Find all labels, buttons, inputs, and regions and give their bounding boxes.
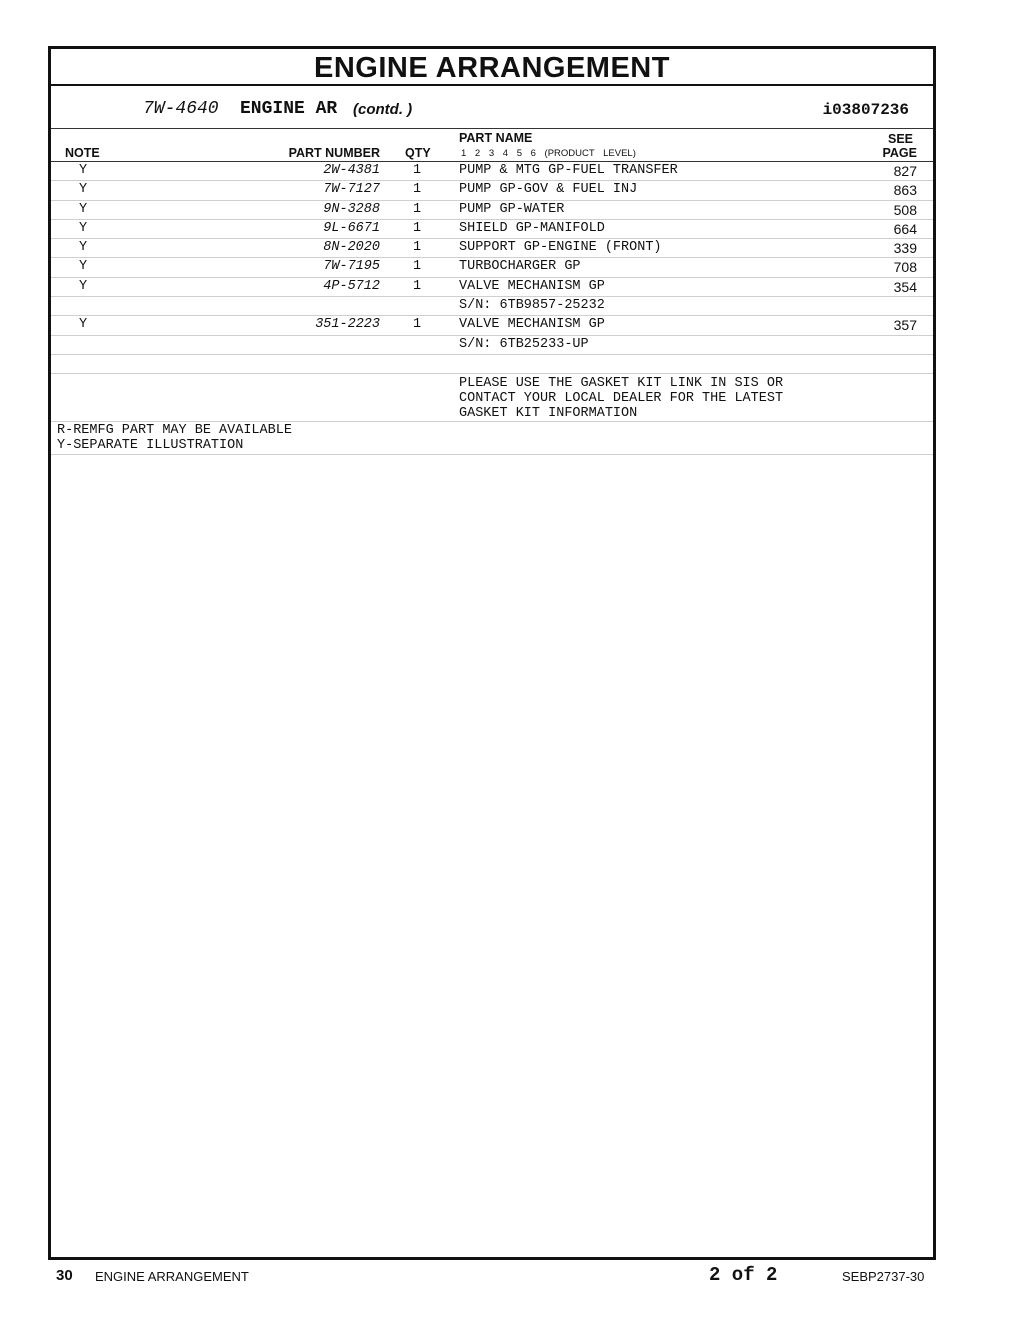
row-see-page: 708 (893, 259, 917, 276)
row-note: Y (79, 182, 88, 198)
group-part-code: 7W-4640 (143, 99, 219, 119)
page-footer (0, 1264, 1020, 1288)
notice-line: CONTACT YOUR LOCAL DEALER FOR THE LATEST (459, 391, 784, 407)
row-part-number: 8N-2020 (323, 240, 380, 256)
notes-legend (51, 422, 933, 455)
col-product-levels: 1 2 3 4 5 6 (PRODUCT LEVEL) (461, 148, 636, 159)
table-row (51, 278, 933, 297)
continued-label: (contd. ) (353, 101, 413, 118)
row-qty: 1 (413, 182, 422, 198)
row-part-number: 2W-4381 (323, 163, 380, 178)
row-part-number: 4P-5712 (323, 278, 380, 294)
col-note: NOTE (65, 146, 100, 160)
row-part-name: VALVE MECHANISM GP (459, 317, 605, 333)
table-row (51, 316, 933, 335)
legend-line: Y-SEPARATE ILLUSTRATION (57, 438, 244, 454)
row-see-page: 508 (893, 201, 917, 218)
table-row (51, 336, 933, 355)
row-note: Y (79, 240, 88, 256)
illustration-id: i03807236 (822, 101, 909, 119)
row-note: Y (79, 317, 88, 333)
row-qty: 1 (413, 240, 422, 256)
col-page: PAGE (882, 146, 917, 160)
notice-line: PLEASE USE THE GASKET KIT LINK IN SIS OR (459, 376, 784, 392)
footer-doc-number: SEBP2737-30 (842, 1269, 925, 1284)
row-part-number: 9L-6671 (323, 220, 380, 236)
row-part-name: PUMP & MTG GP-FUEL TRANSFER (459, 163, 678, 178)
row-note: Y (79, 259, 88, 275)
col-qty: QTY (405, 146, 431, 160)
footer-page-of: 2 of 2 (709, 1264, 778, 1286)
row-part-number: 7W-7195 (323, 259, 380, 275)
row-qty: 1 (413, 278, 422, 294)
table-row (51, 220, 933, 239)
table-row (51, 297, 933, 316)
row-serial-range: S/N: 6TB9857-25232 (459, 298, 605, 314)
row-note: Y (79, 163, 88, 178)
row-note: Y (79, 278, 88, 294)
footer-page-number: 30 (56, 1267, 73, 1284)
col-part-name: PART NAME (459, 131, 533, 145)
row-part-name: SUPPORT GP-ENGINE (FRONT) (459, 240, 662, 256)
table-row (51, 201, 933, 220)
row-part-name: VALVE MECHANISM GP (459, 278, 605, 294)
column-headers (51, 129, 933, 162)
notice-line: GASKET KIT INFORMATION (459, 406, 638, 422)
row-note: Y (79, 201, 88, 217)
row-see-page: 354 (893, 278, 917, 295)
group-name: ENGINE AR (240, 99, 338, 119)
table-row (51, 239, 933, 258)
row-qty: 1 (413, 201, 422, 217)
table-row (51, 355, 933, 374)
legend-line: R-REMFG PART MAY BE AVAILABLE (57, 423, 292, 439)
row-serial-range: S/N: 6TB25233-UP (459, 336, 589, 352)
row-part-name: PUMP GP-GOV & FUEL INJ (459, 182, 638, 198)
row-part-name: SHIELD GP-MANIFOLD (459, 220, 605, 236)
row-see-page: 827 (893, 163, 917, 179)
table-row (51, 181, 933, 200)
table-row (51, 258, 933, 277)
table-row (51, 162, 933, 181)
row-qty: 1 (413, 220, 422, 236)
col-part-number: PART NUMBER (288, 146, 380, 160)
group-header (51, 86, 933, 129)
row-part-number: 351-2223 (315, 317, 380, 333)
row-see-page: 339 (893, 240, 917, 257)
row-part-name: TURBOCHARGER GP (459, 259, 581, 275)
row-qty: 1 (413, 317, 422, 333)
row-note: Y (79, 220, 88, 236)
gasket-kit-notice (51, 374, 933, 422)
row-part-name: PUMP GP-WATER (459, 201, 565, 217)
row-qty: 1 (413, 163, 422, 178)
row-qty: 1 (413, 259, 422, 275)
page-title: ENGINE ARRANGEMENT (51, 49, 933, 86)
row-see-page: 357 (893, 317, 917, 334)
parts-table (51, 162, 933, 455)
row-see-page: 664 (893, 220, 917, 237)
col-see: SEE (887, 132, 913, 146)
footer-section-name: ENGINE ARRANGEMENT (95, 1269, 249, 1284)
parts-list-frame (48, 46, 936, 1260)
row-see-page: 863 (893, 182, 917, 199)
row-part-number: 9N-3288 (323, 201, 380, 217)
row-part-number: 7W-7127 (323, 182, 380, 198)
